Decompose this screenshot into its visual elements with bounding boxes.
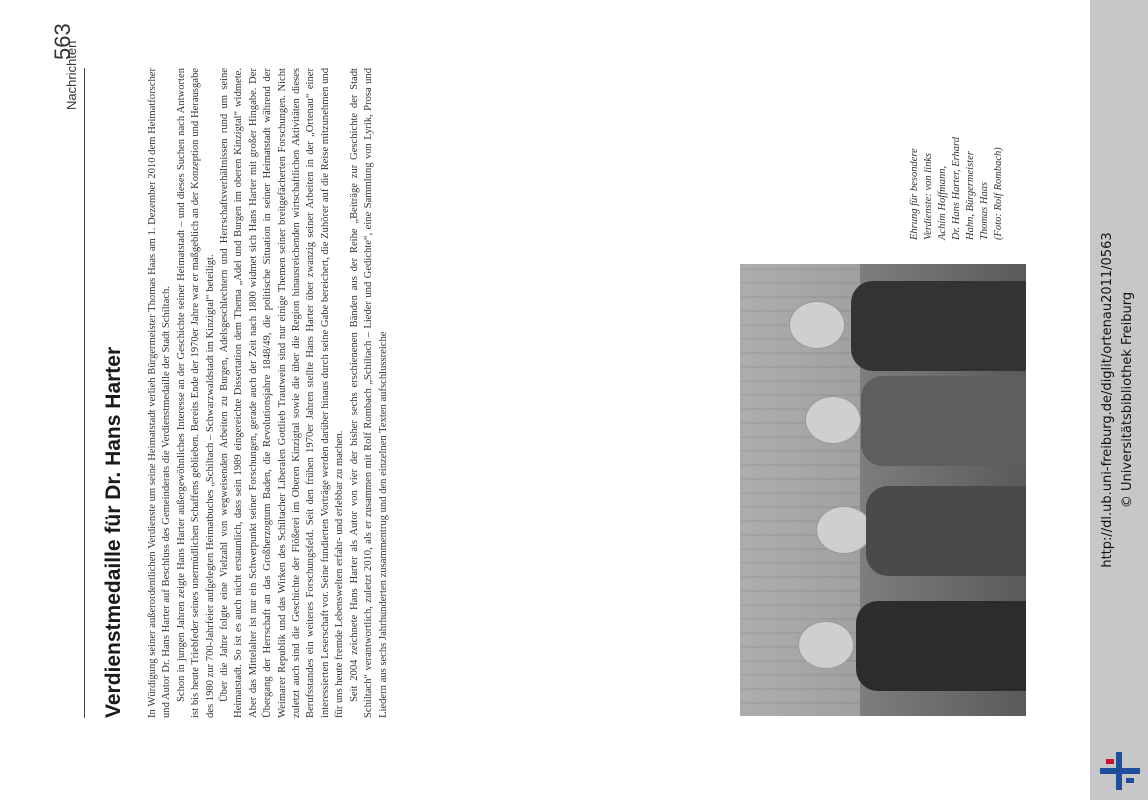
caption-line: Dr. Hans Harter, Erhard [951,137,962,240]
section-header: Nachrichten [64,40,79,110]
photo-head [789,301,845,349]
photo-head [798,621,854,669]
photo-torso [856,601,1026,691]
photo-caption [908,40,1006,240]
photo-torso [866,486,1026,576]
paragraph-2: Schon in jungen Jahren zeigte Hans Harter außergewöhnliches Interesse an der Geschichte seiner Heimatstadt – und dieses Suchen nach Antworten ist bis heute Triebfeder seines unermüdlichen Schaffens geblieben. Bereits Ende der 1970er Jahre war er maßgeblich an der Konzeption und Herausgabe des 1980 zur 700-Jahrfeier aufgelegten Heimatbuches „Schiltach – Schwarzwaldstadt im Kinzigtal“ beteiligt. [175,68,216,718]
caption-line: Verdienste: von links [923,152,934,240]
article-title: Verdienstmedaille für Dr. Hans Harter [102,346,125,718]
article-body [146,68,391,718]
paragraph-4: Seit 2004 zeichnete Hans Harter als Autor von vier der bisher sechs erschienenen Bänden aus der Reihe „Beiträge zur Geschichte der Stadt Schiltach“ verantwortlich, zuletzt 2010, als er zusammen mit Rolf Rombach „Schiltach – Lieder und Gedichte“, eine Sammlung von Lyrik, Prosa und Liedern aus sechs Jahrhunderten zusammentrug und den einzelnen Texten aufschlussreiche [348,68,389,718]
photo-torso [861,376,1026,466]
page-number: 563 [50,23,75,60]
photo-torso [851,281,1026,371]
photo-person-3 [781,371,1026,471]
caption-line: Hahn, Bürgermeister [965,151,976,240]
library-sidebar [1090,0,1148,800]
permalink-url[interactable]: http://dl.ub.uni-freiburg.de/diglit/ortenau2011/0563 [1100,232,1115,568]
photo-person-1 [776,596,1026,696]
caption-line: (Foto: Rolf Rombach) [993,147,1004,240]
caption-line: Achim Hoffmann, [937,165,948,240]
header-rule [84,68,85,718]
caption-line: Ehrung für besondere [909,148,920,240]
award-photo [740,264,1026,716]
ub-freiburg-logo-icon [1098,748,1142,794]
caption-line: Thomas Haas [979,181,990,240]
paragraph-3: Über die Jahre folgte eine Vielzahl von wegweisenden Arbeiten zu Burgen, Adelsgeschlechtern und Herrschaftsverhältnissen rund um seine Heimatstadt. So ist es auch nicht erstaunlich, dass sein 1989 eingereichte Dissertation dem Thema „Adel und Burgen im oberen Kinzigtal“ widmete. Aber das Mittelalter ist nur ein Schwerpunkt seiner Forschungen, gerade auch der Zeit nach 1800 widmet sich Hans Harter mit großer Hingabe. Der Übergang der Herrschaft an das Großherzogtum Baden, die Revolutionsjahre 1848/49, die politische Situation in seiner Heimatstadt während der Weimarer Republik und das Wirken des Schiltacher Liberalen Gottlieb Trautwein sind nur einige Themen seiner breitgefächerten Forschungen. Nicht zuletzt auch sind die Geschichte der Flößerei im Oberen Kinzigtal sowie die über die Region hinausreichenden wirtschaftlichen Aktivitäten dieses Berufsstandes ein weiteres Forschungsfeld. Seit den frühen 1970er Jahren stellte Hans Harter über zwanzig seiner Arbeiten in der „Ortenau“ einer interessierten Leserschaft vor. Seine fundierten Vorträge werden darüber hinaus durch seine Gabe bereichert, die Zuhörer auf die Reise mitzunehmen und für uns heute fremde Lebenswelten erfahr- und erlebbar zu machen. [219,68,346,718]
copyright-notice: © Universitätsbibliothek Freiburg [1120,291,1135,509]
paragraph-1: In Würdigung seiner außerordentlichen Verdienste um seine Heimatstadt verlieh Bürgermeister Thomas Haas am 1. Dezember 2010 dem Heimatforscher und Autor Dr. Hans Harter auf Beschluss des Gemeinderats die Verdienstmedaille der Stadt Schiltach. [147,68,173,718]
photo-person-2 [786,481,1026,581]
photo-head [805,396,861,444]
photo-person-4 [771,276,1026,376]
photo-head [816,506,872,554]
